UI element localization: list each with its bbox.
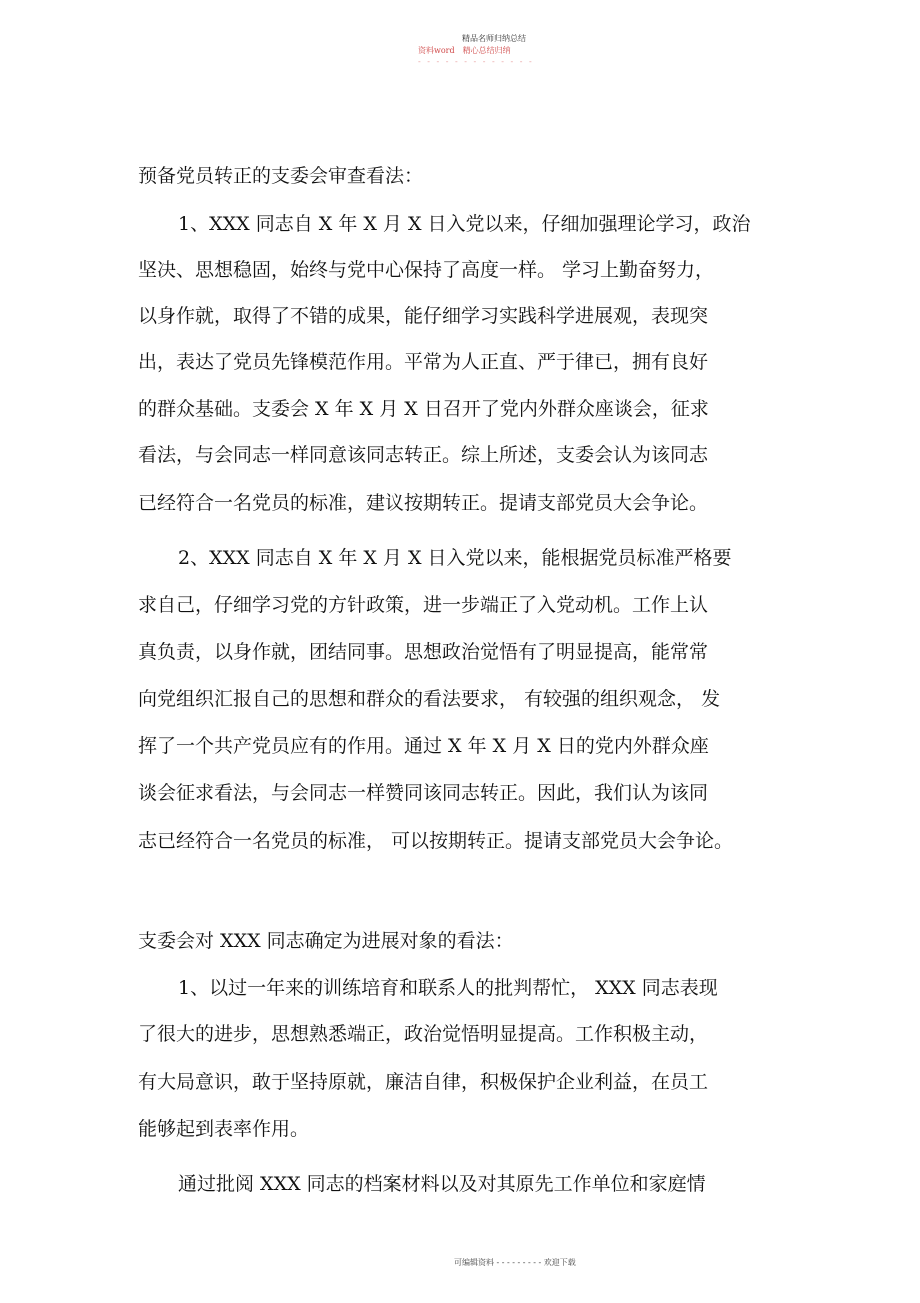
paragraph-line: 以身作就，取得了不错的成果，能仔细学习实践科学进展观，表现突: [138, 305, 709, 327]
section-title-development: 支委会对 XXX 同志确定为进展对象的看法：: [138, 930, 514, 952]
section-title-probationary: 预备党员转正的支委会审查看法：: [138, 165, 424, 187]
paragraph-line: 的群众基础。支委会 X 年 X 月 X 日召开了党内外群众座谈会，征求: [138, 398, 709, 420]
paragraph-line: 志已经符合一名党员的标准， 可以按期转正。提请支部党员大会争论。: [138, 830, 734, 852]
paragraph-line: 谈会征求看法，与会同志一样赞同该同志转正。因此，我们认为该同: [138, 782, 709, 804]
paragraph-line: 挥了一个共产党员应有的作用。通过 X 年 X 月 X 日的党内外群众座: [138, 735, 709, 757]
paragraph-line: 通过批阅 XXX 同志的档案材料以及对其原先工作单位和家庭情: [178, 1173, 706, 1195]
paragraph-line: 1、以过一年来的训练培育和联系人的批判帮忙， XXX 同志表现: [178, 977, 718, 999]
header-watermark-top: 精品名师归纳总结: [462, 34, 526, 43]
paragraph-line: 1、XXX 同志自 X 年 X 月 X 日入党以来，仔细加强理论学习，政治: [178, 213, 751, 235]
header-dash-line: - - - - - - - - - - - - -: [418, 57, 534, 66]
paragraph-line: 真负责，以身作就，团结同事。思想政治觉悟有了明显提高，能常常: [138, 641, 709, 663]
footer-watermark: 可编辑资料 - - - - - - - - - 欢迎下载: [454, 1258, 576, 1267]
paragraph-line: 已经符合一名党员的标准，建议按期转正。提请支部党员大会争论。: [138, 492, 709, 514]
paragraph-line: 求自己，仔细学习党的方针政策，进一步端正了入党动机。工作上认: [138, 594, 709, 616]
header-sub-right: 精心总结归纳: [462, 46, 511, 55]
paragraph-line: 2、XXX 同志自 X 年 X 月 X 日入党以来，能根据党员标准严格要: [178, 547, 732, 569]
paragraph-line: 向党组织汇报自己的思想和群众的看法要求， 有较强的组织观念， 发: [138, 688, 721, 710]
paragraph-line: 了很大的进步，思想熟悉端正，政治觉悟明显提高。工作积极主动，: [138, 1023, 709, 1045]
paragraph-line: 出，表达了党员先锋模范作用。平常为人正直、严于律已，拥有良好: [138, 351, 709, 373]
paragraph-line: 能够起到表率作用。: [138, 1118, 310, 1140]
header-watermark-sub: [418, 45, 511, 56]
paragraph-line: 坚决、思想稳固，始终与党中心保持了高度一样。 学习上勤奋努力，: [138, 259, 715, 281]
paragraph-line: 看法，与会同志一样同意该同志转正。综上所述，支委会认为该同志: [138, 444, 709, 466]
paragraph-line: 有大局意识，敢于坚持原就，廉洁自律，积极保护企业利益，在员工: [138, 1071, 709, 1093]
header-sub-left: 资料word: [418, 46, 455, 55]
